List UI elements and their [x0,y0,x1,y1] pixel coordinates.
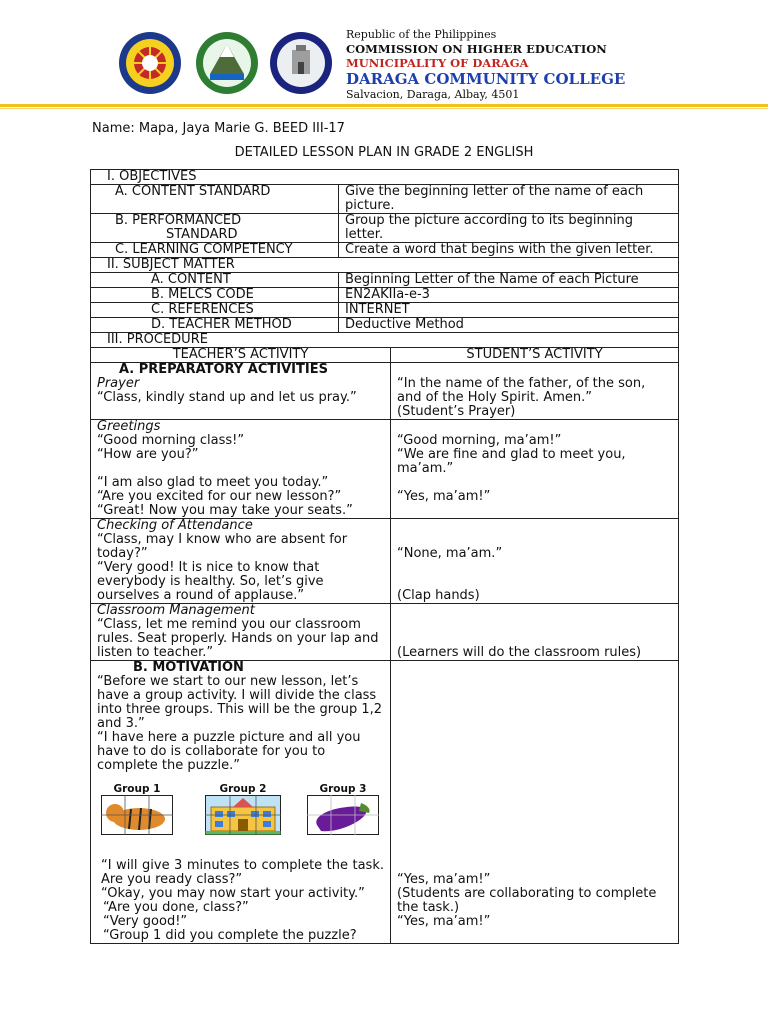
teacher-motivation-cell [91,661,391,944]
puzzle-pictures [97,783,384,859]
subject-value: Beginning Letter of the Name of each Picture [339,273,679,288]
teacher-line: “Class, let me remind you our classroom rules. Seat properly. Hands on your lap and listen to teacher.” [97,617,379,660]
lesson-plan-table [90,169,679,944]
objective-value: Give the beginning letter of the name of each picture. [339,185,679,214]
teacher-line: “Before we start to our new lesson, let’s have a group activity. I will divide the class into three groups. This will be the group 1,2 and 3.” [97,674,383,731]
header-rule [0,104,768,107]
student-line: “Yes, ma’am!” [397,489,491,504]
teacher-line: “Group 1 did you complete the puzzle? [103,928,357,943]
subject-value: Deductive Method [339,318,679,333]
letterhead [0,0,768,112]
student-motivation-cell [391,661,679,944]
teacher-attendance-cell [91,519,391,604]
teacher-prayer-cell [91,363,391,420]
teacher-activity-header: TEACHER’S ACTIVITY [91,348,391,363]
municipality-line: MUNICIPALITY OF DARAGA [346,56,529,70]
eggplant-puzzle-icon [307,795,379,835]
subject-label: C. REFERENCES [91,303,339,318]
management-row [91,604,679,661]
teacher-line: “Very good!” [103,914,188,929]
school-puzzle-icon [205,795,281,835]
student-line: (Learners will do the classroom rules) [397,645,642,660]
municipality-seal-icon [194,30,260,96]
student-management-cell [391,604,679,661]
objective-row [91,214,679,243]
student-greetings-cell [391,420,679,519]
student-line: (Clap hands) [397,588,480,603]
document-title: DETAILED LESSON PLAN IN GRADE 2 ENGLISH [234,145,534,160]
student-name: Name: Mapa, Jaya Marie G. BEED III-17 [92,121,345,136]
group-1-puzzle [101,783,173,835]
teacher-line: “Great! Now you may take your seats.” [97,503,353,518]
group-3-puzzle [307,783,379,835]
teacher-line: “I am also glad to meet you today.” [97,475,329,490]
subject-row [91,303,679,318]
student-line: (Student’s Prayer) [397,404,516,419]
teacher-line: “Good morning class!” [97,433,245,448]
subject-label: A. CONTENT [91,273,339,288]
objective-label [91,214,339,243]
teacher-line: “How are you?” [97,447,199,462]
attendance-row [91,519,679,604]
republic-line: Republic of the Philippines [346,28,497,41]
objective-value: Group the picture according to its beginning letter. [339,214,679,243]
tiger-puzzle-icon [101,795,173,835]
objectives-heading: I. OBJECTIVES [91,170,679,185]
preparatory-heading: A. PREPARATORY ACTIVITIES [119,362,328,377]
college-address: Salvacion, Daraga, Albay, 4501 [346,88,520,101]
subject-value: INTERNET [339,303,679,318]
student-line: “Good morning, ma’am!” [397,433,562,448]
student-line: “Yes, ma’am!” [397,914,491,929]
student-line: “We are fine and glad to meet you, ma’am.” [397,447,626,476]
subject-row [91,318,679,333]
group-label: Group 2 [219,783,267,795]
header-rule-thin [0,108,768,109]
motivation-row [91,661,679,944]
teacher-line: “Are you excited for our new lesson?” [97,489,342,504]
student-activity-header: STUDENT’S ACTIVITY [391,348,679,363]
subject-label: D. TEACHER METHOD [91,318,339,333]
objective-label: A. CONTENT STANDARD [91,185,339,214]
teacher-line: “Are you done, class?” [103,900,249,915]
subject-value: EN2AKIIa-e-3 [339,288,679,303]
activity-columns-row [91,348,679,363]
objective-label-line: STANDARD [166,227,238,242]
subject-label: B. MELCS CODE [91,288,339,303]
group-label: Group 3 [319,783,367,795]
teacher-line: “Class, kindly stand up and let us pray.” [97,390,357,405]
teacher-management-cell [91,604,391,661]
procedure-heading: III. PROCEDURE [91,333,679,348]
subject-row [91,288,679,303]
student-line: “Yes, ma’am!” [397,872,491,887]
student-prayer-cell [391,363,679,420]
subject-row [91,273,679,288]
attendance-label: Checking of Attendance [97,518,253,533]
group-2-puzzle [205,783,281,835]
student-line: “None, ma’am.” [397,546,503,561]
teacher-line: “Okay, you may now start your activity.” [101,886,365,901]
student-line: “In the name of the father, of the son, and of the Holy Spirit. Amen.” [397,376,646,405]
ched-seal-icon [117,30,183,96]
objective-row [91,243,679,258]
management-label: Classroom Management [97,603,255,618]
greetings-row [91,420,679,519]
teacher-line: “Very good! It is nice to know that everybody is healthy. So, let’s give ourselves a round of applause.” [97,560,324,603]
teacher-line: “I have here a puzzle picture and all you have to do is collaborate for you to complete the puzzle.” [97,730,361,773]
subject-heading: II. SUBJECT MATTER [91,258,679,273]
prayer-label: Prayer [97,376,140,391]
student-attendance-cell [391,519,679,604]
greetings-label: Greetings [97,419,161,434]
teacher-line: “Class, may I know who are absent for today?” [97,532,348,561]
college-name: DARAGA COMMUNITY COLLEGE [346,70,626,88]
objective-value: Create a word that begins with the given letter. [339,243,679,258]
student-line: (Students are collaborating to complete the task.) [397,886,657,915]
teacher-line: “I will give 3 minutes to complete the task. Are you ready class?” [101,858,384,887]
commission-line: COMMISSION ON HIGHER EDUCATION [346,42,607,56]
group-label: Group 1 [113,783,161,795]
institution-block [346,28,746,102]
prayer-row [91,363,679,420]
objectives-heading-row [91,170,679,185]
subject-heading-row [91,258,679,273]
objective-row [91,185,679,214]
objective-label: C. LEARNING COMPETENCY [91,243,339,258]
motivation-heading: B. MOTIVATION [133,660,244,675]
objective-label-line: B. PERFORMANCED [115,213,242,228]
college-seal-icon [268,30,334,96]
teacher-greetings-cell [91,420,391,519]
procedure-heading-row [91,333,679,348]
